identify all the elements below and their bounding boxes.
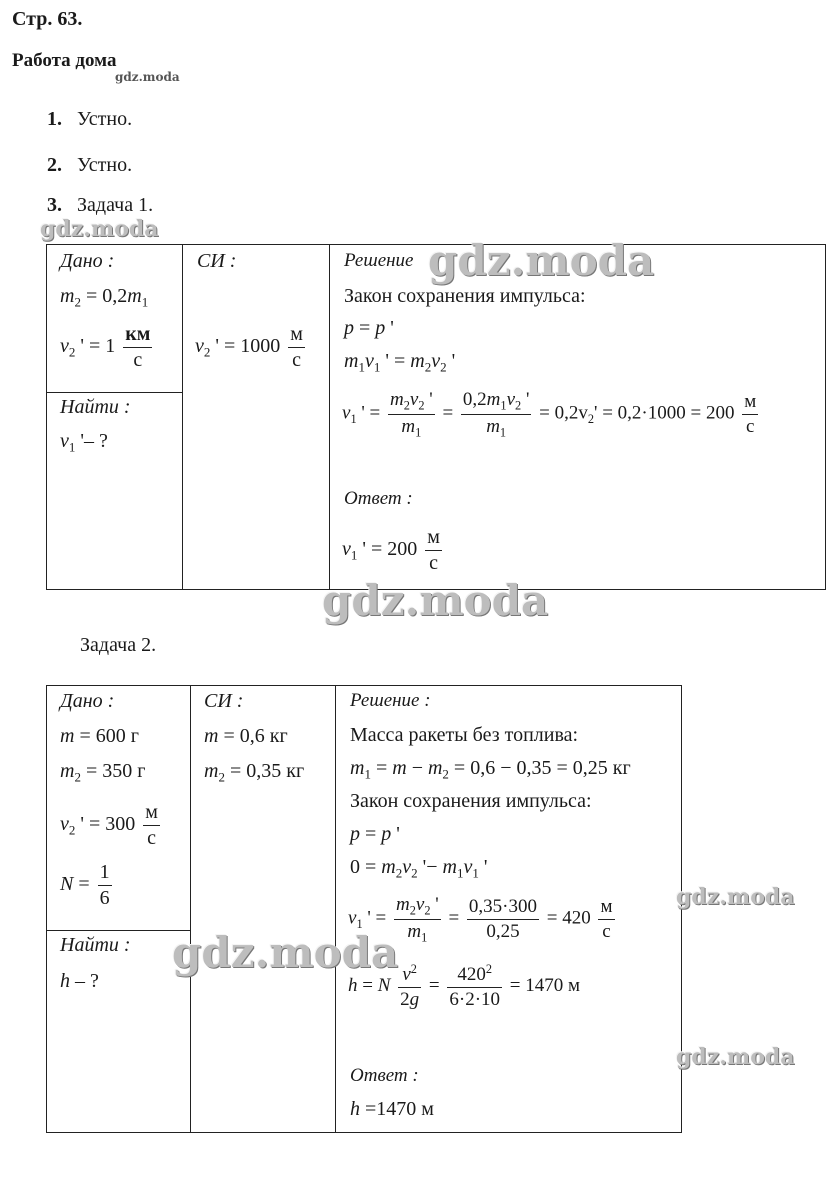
t1-solution-label: Решение	[344, 250, 414, 271]
item-number: 1.	[47, 108, 62, 130]
item-text: Задача 1.	[77, 194, 154, 216]
t2-find-value: h – ?	[60, 970, 99, 992]
t2-si-label: СИ :	[204, 690, 244, 712]
t1-eq-p: p = p '	[344, 317, 394, 339]
t1-v2-si: $v_2$ ' = 1000 $\frac{м}{с}$	[195, 323, 303, 371]
watermark: gdz.moda	[676, 884, 795, 910]
item-text: Устно.	[77, 154, 133, 176]
t1-si-label: СИ :	[197, 250, 237, 272]
t2-mass-text: Масса ракеты без топлива:	[350, 724, 579, 746]
t2-eq-h: h = N $\frac{v^2}{2g}$ = $\frac{420^2}{6\cdot 2\cdot 10}$ = 1470 м	[348, 962, 581, 1010]
t2-m-given: m = 600 г	[60, 725, 139, 747]
page-number: Стр. 63.	[12, 8, 83, 30]
item-text: Устно.	[77, 108, 133, 130]
t2-m2-given: $m_2 = 350$ г	[60, 760, 146, 785]
item-number: 2.	[47, 154, 62, 176]
t2-dano-label: Дано :	[60, 690, 115, 712]
section-title: Работа дома	[12, 50, 117, 71]
t2-N-given: N = $\frac{1}{6}$	[60, 861, 110, 909]
t1-v2-given: $v_2$ ' = 1 $\frac{км}{с}$	[60, 323, 151, 371]
t2-answer-value: h =1470 м	[350, 1098, 434, 1120]
t2-eq-v: $v_1$ ' = $\frac{m_2v_2 '}{m_1}$ = $\frac{0,35\cdot 300}{0,25}$ = 420 $\frac{м}{с}$	[348, 894, 613, 945]
list-item	[47, 194, 153, 217]
t1-eq-calc: $v_1$ ' = $\frac{m_2v_2 '}{m_1}$ = $\frac{0,2m_1v_2 '}{m_1}$ = $0,2v_2' = 0,2\cdot 1000 = 200$ $\frac{м}{с}$	[342, 389, 757, 440]
t2-eq-p: p = p '	[350, 823, 400, 845]
t2-v2-given: $v_2$ ' = 300 $\frac{м}{с}$	[60, 801, 158, 849]
t2-answer-label: Ответ :	[350, 1065, 419, 1086]
t2-solution-label: Решение :	[350, 690, 431, 711]
t1-find-value: $v_1$ '– ?	[60, 430, 108, 455]
task2-title: Задача 2.	[80, 634, 157, 656]
t2-find-label: Найти :	[60, 934, 131, 956]
watermark: gdz.moda	[676, 1044, 795, 1070]
t1-law: Закон сохранения импульса:	[344, 285, 586, 307]
watermark: gdz.moda	[115, 70, 180, 84]
unit-num: км	[123, 322, 152, 348]
t2-m1-calc: $m_1 = m - m_2 = 0,6 - 0,35 = 0,25$ кг	[350, 757, 631, 782]
watermark: gdz.moda	[172, 928, 399, 977]
t2-eq-impulse: $0 = m_2v_2$ '− $m_1v_1$ '	[350, 856, 488, 881]
t1-dano-label: Дано :	[60, 250, 115, 272]
list-item	[47, 108, 132, 131]
unit-den: с	[133, 349, 143, 371]
t2-law: Закон сохранения импульса:	[350, 790, 592, 812]
t1-eq-impulse: $m_1v_1$ ' = $m_2v_2$ '	[344, 350, 456, 375]
t1-find-label: Найти :	[60, 396, 131, 418]
t1-answer-value: $v_1$ ' = 200 $\frac{м}{с}$	[342, 526, 440, 574]
item-number: 3.	[47, 194, 62, 216]
watermark: gdz.moda	[40, 216, 159, 242]
t1-answer-label: Ответ :	[344, 488, 413, 509]
watermark: gdz.moda	[428, 236, 655, 285]
list-item	[47, 154, 132, 177]
t2-m-si: m = 0,6 кг	[204, 725, 288, 747]
t1-m2-given: $m_2 = 0,2m_1$	[60, 285, 149, 310]
t2-m2-si: $m_2 = 0,35$ кг	[204, 760, 305, 785]
watermark: gdz.moda	[322, 576, 549, 625]
